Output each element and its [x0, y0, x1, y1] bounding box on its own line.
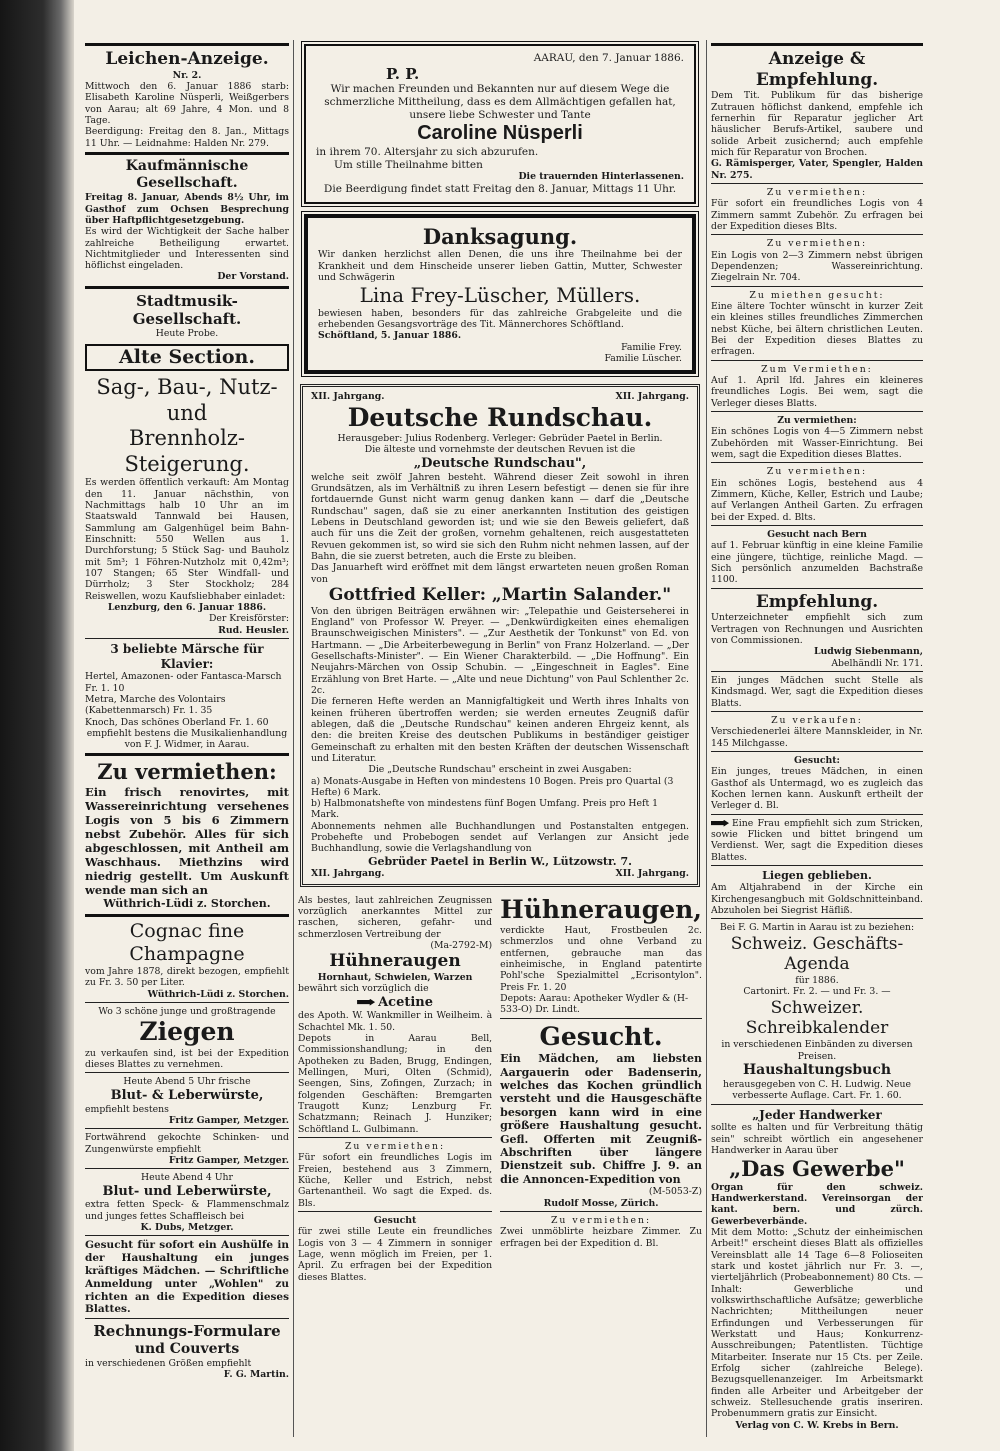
- rent-ad-r3-title: Zu miethen gesucht:: [749, 289, 885, 301]
- obituary-text3: Um stille Theilnahme bitten: [334, 158, 483, 171]
- marches-footer: empfiehlt bestens die Musikalienhandlung von F. J. Widmer, in Aarau.: [86, 727, 288, 751]
- errand-sign1: Ludwig Siebenmann,: [813, 646, 923, 658]
- thanks-sign2: Familie Lüscher.: [604, 352, 682, 364]
- corn-remedy-text2: bewährt sich vorzüglich die: [298, 983, 429, 995]
- maid-wanted-title: Gesucht:: [794, 754, 840, 766]
- craftsman-title: „Jeder Handwerker: [752, 1107, 882, 1122]
- invoice-forms-title1: Rechnungs-Formulare: [93, 1322, 281, 1341]
- rent-ad-r6-text: Ein schönes Logis, bestehend aus 4 Zimmern, Küche, Keller, Estrich und Laube; auf Verlangen Antheil Garten. Zu erfragen bei der Exped. d. Blts.: [711, 477, 923, 523]
- divider: [298, 1211, 492, 1212]
- divider: [711, 751, 923, 752]
- thanks-sign1: Familie Frey.: [621, 341, 682, 353]
- divider: [711, 671, 923, 672]
- divider: [711, 43, 923, 46]
- death-notice-text: Mittwoch den 6. Januar 1886 starb: Elisabeth Karoline Nüsperli, Weißgerbers von Aarau; alt 69 Jahre, 4 Mon. und 8 Tage.: [85, 81, 289, 127]
- rent-ad-r3: [711, 290, 923, 358]
- divider: [85, 1072, 289, 1073]
- pointing-hand-icon: [711, 820, 729, 827]
- goats-ad: [85, 1006, 289, 1070]
- agenda-price: Cartonirt. Fr. 2. — und Fr. 3. —: [743, 986, 891, 998]
- wood-auction-text: Es werden öffentlich verkauft: Am Montag den 11. Januar nächsthin, von Nachmittags halb 10 Uhr an im Staatswald Tannwald bei Hausen, Sammlung am Galgenhügel beim Bahn-Einschnitt: 550 Wellen aus 1. Durchforstung; 5 Stück Sag- und Bauholz mit 5m³; 1 Föhren-Nutzholz mit 0,42m³; 107 Stangen; 65 Ster Windfall- und Dürrholz; 3 Ster Stockholz; 284 Reiswellen, wozu Kaufsliebhaber einladet:: [85, 477, 289, 602]
- merchant-society-ad: [85, 158, 289, 283]
- gewerbe-title: „Das Gewerbe": [729, 1156, 905, 1182]
- obituary-heading: P. P.: [386, 64, 420, 83]
- rent-ad-r1-text: Für sofort ein freundliches Logis von 4 Zimmern sammt Zubehör. Zu erfragen bei der Expedition dieses Blts.: [711, 198, 923, 233]
- knitting-text: Eine Frau empfiehlt sich zum Stricken, sowie Flicken und bittet bringend um Verdienst. Wer, sagt die Expedition dieses Blattes.: [711, 817, 923, 863]
- rundschau-ad: [300, 384, 700, 886]
- corn-remedy-text3: des Apoth. W. Wankmiller in Weilheim. à Schachtel Mk. 1. 50.: [298, 1010, 493, 1033]
- corn-remedy2-depots: Depots: Aarau: Apotheker Wydler & (H-533-O) Dr. Lindt.: [500, 993, 689, 1016]
- divider: [85, 1002, 289, 1003]
- rundschau-edition-a: a) Monats-Ausgabe in Heften von mindestens 10 Bogen. Preis pro Quartal (3 Hefte) 6 Mark.: [311, 775, 674, 798]
- sausage2-text: extra fetten Speck- & Flammenschmalz und junges fettes Schaffleisch bei: [85, 1199, 289, 1222]
- household-book-title: Haushaltungsbuch: [742, 1061, 892, 1078]
- obituary-text2: in ihrem 70. Altersjahr zu sich abzurufen.: [316, 145, 539, 158]
- sausage2-sign: K. Dubs, Metzger.: [140, 1222, 234, 1234]
- sausage2-title: Blut- und Leberwürste,: [102, 1183, 272, 1199]
- rent-ad-r1-title: Zu vermiethen:: [766, 187, 868, 199]
- maid-wanted-text: Ein junges, treues Mädchen, in einen Gasthof als Untermagd, wo es zugleich das Kochen lernen kann. Auskunft ertheilt der Verleger d. Bl.: [711, 766, 923, 812]
- gewerbe-text: Organ für den schweiz. Handwerkerstand. Vereinsorgan der kant. bern. und zürch. Gewerbeverbände.: [711, 1181, 923, 1227]
- rent-ad-r5-title: Zu vermiethen:: [777, 415, 857, 426]
- divider: [85, 753, 289, 756]
- divider: [500, 1211, 702, 1212]
- acetine-title: Acetine: [378, 994, 434, 1010]
- recommendation-text: Dem Tit. Publikum für das bisherige Zutrauen höflichst dankend, empfehle ich fernerhin für Reparatur jeglicher Art häuslicher Berufs-Artikel, saubere und solide Arbeit zusichernd; auch empfehle mich für Reparatur von Brochen.: [711, 90, 923, 159]
- martin-books-pre: Bei F. G. Martin in Aarau ist zu beziehen:: [719, 922, 915, 934]
- wanted-small-text: für zwei stille Leute ein freundliches Logis von 3 — 4 Zimmern in sonniger Lage, wenn möglich im Freien, per 1. April. Zu erfragen bei der Expedition dieses Blattes.: [298, 1226, 493, 1283]
- rundschau-year-row: [311, 391, 689, 402]
- corn-remedy-sub: Hornhaut, Schwielen, Warzen: [317, 971, 473, 983]
- sausage-ad-1: [85, 1076, 289, 1126]
- obituary-text: Wir machen Freunden und Bekannten nur auf diesem Wege die schmerzliche Mittheilung, dass es dem Allmächtigen gefallen hat, unsere liebe Schwester und Tante: [324, 83, 676, 121]
- rundschau-year: XII. Jahrgang.: [615, 868, 689, 880]
- middle-bottom-split: [298, 895, 702, 1283]
- divider: [500, 1018, 702, 1019]
- wood-auction-sign1: Der Kreisförster:: [208, 613, 289, 625]
- invoice-forms-sign: F. G. Martin.: [223, 1368, 289, 1380]
- rundschau-year-row: [311, 868, 689, 879]
- gewerbe-sign: Verlag von C. W. Krebs in Bern.: [735, 1419, 899, 1431]
- corn-remedy2-text: verdickte Haut, Frostbeulen 2c. schmerzlos und ohne Verband zu entfernen, gebrauche man das einheimische, in England patentirte Pohl'sche Spezialmittel „Ecrisontylon". Preis Fr. 1. 20: [500, 925, 702, 993]
- sausage-ad-2: [85, 1172, 289, 1233]
- obituary-box: [304, 44, 696, 204]
- goats-text: zu verkaufen sind, ist bei der Expedition dieses Blattes zu vernehmen.: [85, 1047, 289, 1071]
- wood-auction-place: Lenzburg, den 6. Januar 1886.: [107, 601, 267, 613]
- wanted-big-sign: Rudolf Mosse, Zürich.: [543, 1197, 659, 1209]
- old-section-banner: Alte Section.: [85, 344, 289, 371]
- wanted-big-title: Gesucht.: [539, 1021, 663, 1051]
- rundschau-edition-b: b) Halbmonatshefte von mindestens fünf Bogen Umfang. Preis pro Heft 1 Mark.: [311, 798, 659, 821]
- obituary-burial: Die Beerdigung findet statt Freitag den 8. Januar, Mittags 11 Uhr.: [323, 182, 677, 195]
- rent-ad-r2: [711, 238, 923, 283]
- lost-found-ad: [711, 869, 923, 916]
- rent-ad-r6-title: Zu vermiethen:: [766, 466, 868, 478]
- divider: [85, 638, 289, 639]
- goats-title: Ziegen: [139, 1017, 235, 1047]
- maid-wanted-ad: [711, 755, 923, 812]
- help-wanted-text: Gesucht für sofort ein Aushülfe in der Haushaltung ein junges kräftiges Mädchen. — Schriftliche Anmeldung unter „Wohlen" zu richten an die Expedition dieses Blattes.: [85, 1239, 289, 1316]
- rent-ad-large: [85, 759, 289, 910]
- death-notice-number: Nr. 2.: [172, 69, 202, 81]
- divider: [298, 1137, 492, 1138]
- cognac-sign: Wüthrich-Lüdi z. Storchen.: [147, 988, 289, 1000]
- thanks-title: Danksagung.: [422, 223, 578, 249]
- errand-text: Unterzeichneter empfiehlt sich zum Vertragen von Rechnungen und Ausrichten von Commissionen.: [711, 612, 923, 646]
- rent-small-title: Zu vermiethen:: [344, 1141, 446, 1153]
- divider: [711, 360, 923, 361]
- marches-title: 3 beliebte Märsche für Klavier:: [110, 641, 264, 671]
- merchant-society-title: Kaufmännische Gesellschaft.: [125, 158, 249, 192]
- wanted-big-code: (M-5053-Z): [648, 1186, 702, 1198]
- rent-ad-r6: [711, 466, 923, 523]
- music-society-sub: Heute Probe.: [155, 328, 219, 340]
- divider: [85, 914, 289, 917]
- rundschau-year: XII. Jahrgang.: [615, 391, 689, 403]
- divider: [711, 234, 923, 235]
- rundschau-year: XII. Jahrgang.: [311, 391, 385, 403]
- recommendation-title: Anzeige & Empfehlung.: [755, 49, 879, 90]
- marches-item: Knoch, Das schönes Oberland Fr. 1. 60: [85, 716, 269, 728]
- music-society-ad: [85, 292, 289, 340]
- death-notice-burial: Beerdigung: Freitag den 8. Jan., Mittags 11 Uhr. — Leidnahme: Halden Nr. 279.: [85, 126, 289, 149]
- divider: [711, 865, 923, 866]
- rent-small2-title: Zu vermiethen:: [550, 1214, 652, 1226]
- divider: [711, 462, 923, 463]
- agenda-sub: für 1886.: [795, 975, 839, 987]
- invoice-forms-title2: und Couverts: [134, 1340, 240, 1357]
- rent-ad-r5-text: Ein schönes Logis von 4—5 Zimmern nebst Zubehörden mit Wasser-Einrichtung. Bei wem, sagt die Expedition dieses Blattes.: [711, 426, 923, 460]
- obituary-place-date: AARAU, den 7. Januar 1886.: [533, 52, 684, 64]
- help-wanted-ad: [85, 1239, 289, 1316]
- column-divider: [706, 40, 707, 1437]
- calendar-text: in verschiedenen Einbänden zu diversen Preisen.: [721, 1039, 913, 1062]
- cognac-ad: [85, 920, 289, 1000]
- sausage1-sign: Fritz Gamper, Metzger.: [168, 1114, 289, 1126]
- right-column: [711, 40, 923, 1443]
- for-sale-text: Verschiedenerlei ältere Mannskleider, in Nr. 145 Milchgasse.: [711, 726, 923, 749]
- rundschau-para5: Die „Deutsche Rundschau" erscheint in zwei Ausgaben:: [368, 764, 632, 776]
- marches-ad: [85, 642, 289, 751]
- recommendation-ad: [711, 49, 923, 181]
- rent-ad-r1: [711, 187, 923, 232]
- cognac-title: Cognac fine Champagne: [129, 919, 245, 965]
- death-notice: [85, 49, 289, 149]
- rundschau-para2: Das Januarheft wird eröffnet mit dem längst erwarteten neuen großen Roman von: [311, 562, 689, 585]
- rent-ad-r2-title: Zu vermiethen:: [766, 238, 868, 250]
- divider: [85, 1235, 289, 1236]
- divider: [711, 1104, 923, 1105]
- wood-auction-title1: Sag-, Bau-, Nutz- und: [96, 374, 278, 425]
- divider: [711, 814, 923, 815]
- marches-item: Hertel, Amazonen- oder Fantasca-Marsch Fr. 1. 10: [85, 671, 282, 694]
- household-book-text: herausgegeben von C. H. Ludwig. Neue verbesserte Auflage. Cart. Fr. 1. 60.: [722, 1078, 912, 1102]
- ham-sign: Fritz Gamper, Metzger.: [168, 1154, 289, 1166]
- martin-books-ad: [711, 922, 923, 1101]
- cognac-text: vom Jahre 1878, direkt bezogen, empfiehlt zu Fr. 3. 50 per Liter.: [85, 965, 289, 989]
- rundschau-para3: Von den übrigen Beiträgen erwähnen wir: „Telepathie und Geisterseherei in England" von Professor W. Preyer. — „Denkwürdigkeiten eines ehemaligen Braunschweigischen Ministers". — „Zur Aesthetik der Tonkunst" von Ed. von Hartmann. — „Die Arbeiterbewegung in Berlin" von Franz Holzerland. — „Der Gesellschafts-Minister". — Ein Wiener Charakterbild. — „Die Hoffnung". Ein Neujahrs-Märchen von Ossip Schubin. — „Eingeschneit in Eagles". Eine Erzählung von Bret Harte. — „Alte und neue Dichtung" von Paul Schlenther 2c. 2c.: [311, 605, 689, 696]
- gewerbe-text2: Mit dem Motto: „Schutz der einheimischen Arbeit!" erscheint dieses Blatt als offizielles Vereinsblatt alle 14 Tage 6—8 Folioseiten stark und kostet jährlich nur Fr. 3. —, vierteljährlich (Probeabonnement) 80 Cts. — Inhalt: Gewerbliche und volkswirthschaftliche Aufsätze; gewerbliche Nachrichten; Mittheilungen neuer Erfindungen und Verbesserungen für Werkstatt und Haus; Konkurrenz-Ausschreibungen; Patentlisten. Tüchtige Mitarbeiter. Inserate nur 15 Cts. per Zeile. Erfolg sicher (zahlreiche Belege). Bezugsquellenanzeiger. Im Arbeitsmarkt finden alle Arbeiter und Arbeitgeber der schweiz. Stellesuchende gratis inseriren. Probenummern gratis zur Einsicht.: [711, 1227, 923, 1420]
- corn-remedy-title: Hühneraugen: [329, 951, 461, 972]
- lost-found-title: Liegen geblieben.: [762, 868, 872, 882]
- merchant-society-text: Freitag 8. Januar, Abends 8½ Uhr, im Gasthof zum Ochsen Besprechung über Haftpflichtgesetzgebung.: [85, 192, 289, 226]
- wood-auction-title2: Brennholz-Steigerung.: [124, 426, 250, 476]
- rundschau-subtitle: Herausgeber: Julius Rodenberg. Verleger: Gebrüder Paetel in Berlin.: [337, 433, 663, 445]
- wanted-bern-ad: [711, 529, 923, 586]
- divider: [85, 43, 289, 46]
- column-divider: [293, 40, 294, 1437]
- thanks-text: Wir danken herzlichst allen Denen, die uns ihre Theilnahme bei der Krankheit und dem Hinscheide unserer lieben Gattin, Mutter, Schwester und Schwägerin: [318, 249, 682, 283]
- thanks-box: [304, 214, 696, 375]
- rent-ad-r4-text: Auf 1. April lfd. Jahres ein kleineres freundliches Logis. Bei wem, sagt die Verleger dieses Blatts.: [711, 375, 923, 409]
- divider: [85, 152, 289, 155]
- goats-pre: Wo 3 schöne junge und großtragende: [98, 1005, 276, 1017]
- sausage1-text: empfiehlt bestens: [85, 1103, 169, 1115]
- rundschau-title: Deutsche Rundschau.: [347, 402, 653, 432]
- divider: [711, 588, 923, 589]
- errand-title: Empfehlung.: [755, 591, 879, 612]
- rundschau-intro: Die älteste und vornehmste der deutschen Revuen ist die: [364, 444, 636, 456]
- merchant-society-sign: Der Vorstand.: [217, 271, 289, 283]
- wanted-big-text: Ein Mädchen, am liebsten Aargauerin oder Badenserin, welches das Kochen gründlich versteht und die Hausgeschäfte besorgen kann wird in eine größere Haushaltung gesucht. Gefl. Offerten mit Zeugniß-Abschriften über längere Dienstzeit sub. Chiffre J. 9. an die Annoncen-Expedition von: [500, 1052, 702, 1186]
- wanted-bern-text: auf 1. Februar künftig in eine kleine Familie eine jüngere, tüchtige, reinliche Magd. — Sich persönlich anzumelden Bachstraße 1100.: [711, 540, 923, 586]
- invoice-forms-ad: [85, 1322, 289, 1380]
- music-society-title: Stadtmusik-Gesellschaft.: [132, 291, 242, 329]
- thanks-text2: bewiesen haben, besonders für das zahlreiche Grabgeleite und die erhebenden Gesangsvorträge des Tit. Männerchores Schöftland.: [318, 307, 682, 330]
- pointing-hand-icon: [357, 999, 375, 1006]
- lost-found-text: Am Altjahrabend in der Kirche ein Kirchengesangbuch mit Goldschnitteinband. Abzuholen bei Siegrist Häfliß.: [711, 882, 923, 916]
- divider: [711, 183, 923, 184]
- wood-auction-ad: [85, 375, 289, 636]
- rent-ad-sign: Wüthrich-Lüdi z. Storchen.: [103, 897, 271, 911]
- ham-text: Fortwährend gekochte Schinken- und Zungenwürste empfiehlt: [85, 1132, 289, 1155]
- gewerbe-ad: [711, 1108, 923, 1431]
- rundschau-para4: Die ferneren Hefte werden an Mannigfaltigkeit und Werth ihres Inhalts von keinen früheren übertroffen werden; sie werden erneutes Zeugniß dafür ablegen, daß die „Deutsche Rundschau" keinen anderen Ehrgeiz kennt, als den: die breiten Kreise des deutschen Publikums in beständiger geistiger Gemeinschaft zu erhalten mit den besten Kräften der deutschen Wissenschaft und Literatur.: [311, 696, 689, 764]
- calendar-title: Schweizer. Schreibkalender: [745, 997, 889, 1039]
- divider: [85, 286, 289, 289]
- errand-sign2: Abelhändli Nr. 171.: [831, 657, 923, 669]
- middle-bottom-right: [500, 895, 702, 1283]
- rent-ad-r2-text: Ein Logis von 2—3 Zimmern nebst übrigen Dependenzen; Wassereinrichtung. Ziegelrain Nr. 704.: [711, 249, 923, 284]
- rent-ad-text: Ein frisch renovirtes, mit Wassereinrichtung versehenes Logis von 5 bis 6 Zimmern nebst Zubehör. Alles für sich abgeschlossen, mit Antheil am Waschhaus. Miethzins wird niedrig gestellt. Um Auskunft wende man sich an: [85, 785, 289, 898]
- sausage1-title: Blut- & Leberwürste,: [110, 1087, 264, 1103]
- divider: [711, 918, 923, 919]
- rent-small-text: Für sofort ein freundliches Logis im Freien, bestehend aus 3 Zimmern, Küche, Keller und Estrich, nebst Gartenantheil. Wo sagt die Exped. ds. Bls.: [298, 1152, 493, 1209]
- divider: [85, 1168, 289, 1169]
- nanny-ad: Ein junges Mädchen sucht Stelle als Kindsmagd. Wer, sagt die Expedition dieses Blatts.: [711, 674, 923, 709]
- obituary-name: Caroline Nüsperli: [417, 122, 583, 145]
- errand-ad: [711, 592, 923, 669]
- middle-bottom-left: [298, 895, 492, 1283]
- for-sale-title: Zu verkaufen:: [771, 714, 863, 726]
- divider: [711, 411, 923, 412]
- recommendation-sign: G. Rämisperger, Vater, Spengler, Halden Nr. 275.: [711, 158, 923, 181]
- scan-page-edge: [0, 0, 74, 1451]
- rent-ad-r5: [711, 415, 923, 460]
- agenda-title: Schweiz. Geschäfts-Agenda: [730, 933, 904, 975]
- corn-remedy-code: (Ma-2792-M): [430, 939, 493, 951]
- corn-remedy2-title: Hühneraugen,: [500, 894, 702, 924]
- rundschau-year: XII. Jahrgang.: [311, 868, 385, 880]
- rent-ad-title: Zu vermiethen:: [97, 759, 277, 785]
- rent-ad-r4-title: Zum Vermiethen:: [761, 363, 873, 375]
- divider: [711, 711, 923, 712]
- rent-small2-text: Zwei unmöblirte heizbare Zimmer. Zu erfragen bei der Expedition d. Bl.: [500, 1226, 702, 1249]
- thanks-name: Lina Frey-Lüscher, Müllers.: [359, 283, 641, 308]
- rundschau-para1: welche seit zwölf Jahren besteht. Während dieser Zeit sowohl in ihren Grundsätzen, als im Verhältniß zu ihren Lesern befestigt — denen sie für ihre fortdauernde Gunst nicht warm genug danken kann — darf die „Deutsche Rundschau" sagen, daß sie zu einer anerkannten Institution des geistigen Lebens in Deutschland geworden ist; und wie sie den Beweis geliefert, daß auch für uns die Zeit der großen, vornehm gehaltenen, reich ausgestatteten Revuen gekommen ist, so wird sie sich den Ruhm nicht nehmen lassen, auf der Bahn, die sie zuerst betreten, auch die Erste zu bleiben.: [311, 471, 689, 562]
- invoice-forms-text: in verschiedenen Größen empfiehlt: [85, 1357, 252, 1369]
- left-column: [85, 40, 289, 1443]
- divider: [85, 1318, 289, 1319]
- ham-ad: [85, 1132, 289, 1166]
- rundschau-quote: „Deutsche Rundschau",: [413, 455, 587, 471]
- rundschau-keller: Gottfried Keller: „Martin Salander.": [328, 584, 672, 605]
- rundschau-para6: Abonnements nehmen alle Buchhandlungen und Postanstalten entgegen. Probehefte und Probebogen sendet auf Verlangen zur Ansicht jede Buchhandlung, sowie die Verlagshandlung von: [311, 820, 689, 855]
- thanks-place: Schöftland, 5. Januar 1886.: [318, 330, 462, 342]
- death-notice-title: Leichen-Anzeige.: [105, 49, 269, 69]
- divider: [711, 525, 923, 526]
- middle-column: [298, 40, 702, 1443]
- merchant-society-text2: Es wird der Wichtigkeit der Sache halber zahlreiche Betheiligung erwartet. Nichtmitglieder und Interessenten sind höflichst eingeladen.: [85, 226, 289, 272]
- rent-ad-r3-text: Eine ältere Tochter wünscht in kurzer Zeit ein kleines stilles freundliches Zimmerchen nebst Küche, bei ältern christlichen Leuten. Bei der Expedition dieses Blattes zu erfragen.: [711, 301, 923, 358]
- divider: [711, 286, 923, 287]
- wanted-bern-title: Gesucht nach Bern: [767, 528, 867, 540]
- rundschau-publisher: Gebrüder Paetel in Berlin W., Lützowstr. 7.: [368, 854, 632, 868]
- knitting-ad: [711, 818, 923, 863]
- corn-remedy-depots: Depots in Aarau Bell, Commissionshandlung; in den Apotheken zu Baden, Brugg, Endingen, Mellingen, Muri, Olten (Schmid), Seengen, Sins, Zofingen, Zurzach; in folgenden Geschäften: Bremgarten Traugott Kunz; Lenzburg Fr. Schatzmann; Reinach J. Hunziker; Schöftland L. Gulbimann.: [298, 1033, 493, 1135]
- divider: [85, 1128, 289, 1129]
- wanted-small-title: Gesucht: [373, 1215, 417, 1226]
- corn-remedy-text: Als bestes, laut zahlreichen Zeugnissen vorzüglich anerkanntes Mittel zur raschen, sicheren, gefahr- und schmerzlosen Vertreibung der: [298, 894, 493, 940]
- craftsman-text: sollte es halten und für Verbreitung thätig sein" schreibt wörtlich ein angesehener Handwerker in Aarau über: [711, 1122, 923, 1156]
- wood-auction-sign2: Rud. Heusler.: [218, 624, 289, 636]
- sausage2-pre: Heute Abend 4 Uhr: [141, 1172, 233, 1184]
- rent-ad-r4: [711, 364, 923, 409]
- obituary-sign: Die trauernden Hinterlassenen.: [518, 171, 684, 183]
- sausage1-pre: Heute Abend 5 Uhr frische: [123, 1076, 251, 1088]
- marches-item: Metra, Marche des Volontairs (Kabettenmarsch) Fr. 1. 35: [85, 693, 226, 717]
- for-sale-ad: [711, 715, 923, 749]
